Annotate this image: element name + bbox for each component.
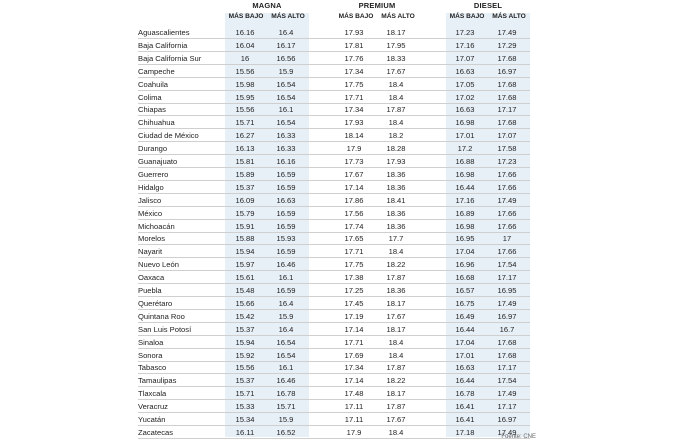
price-pre-high: 18.22	[386, 376, 406, 386]
price-pre-high: 18.2	[388, 131, 404, 141]
price-mag-high: 16.59	[276, 221, 296, 231]
price-die-high: 17.49	[497, 28, 517, 37]
price-mag-high: 16.46	[276, 376, 296, 386]
price-die-high: 17.49	[497, 389, 517, 399]
price-mag-high: 15.71	[276, 402, 296, 412]
table-row	[138, 350, 530, 362]
table-row	[138, 375, 530, 387]
price-pre-high: 17.67	[386, 311, 406, 321]
price-mag-high: 16.56	[276, 53, 296, 63]
price-mag-low: 15.34	[235, 415, 255, 424]
price-pre-high: 18.41	[386, 195, 406, 205]
price-mag-high: 16.59	[276, 208, 296, 218]
table-row	[138, 104, 530, 116]
price-pre-high: 18.17	[386, 324, 406, 334]
table-row	[138, 195, 530, 207]
price-pre-low: 17.19	[344, 311, 364, 321]
price-die-low: 16.78	[455, 389, 475, 399]
price-pre-high: 18.17	[386, 389, 406, 399]
price-die-high: 16.97	[497, 415, 517, 424]
table-row	[138, 130, 530, 142]
price-mag-high: 16.54	[276, 92, 296, 102]
price-pre-low: 17.34	[344, 66, 364, 76]
price-pre-high: 18.28	[386, 144, 406, 154]
price-die-high: 17.68	[497, 350, 517, 360]
price-mag-low: 15.89	[235, 169, 255, 179]
price-die-high: 17.68	[497, 92, 517, 102]
price-die-low: 16.44	[455, 324, 475, 334]
state-name: Zacatecas	[138, 427, 174, 437]
price-mag-high: 15.9	[278, 311, 294, 321]
price-die-low: 16.49	[455, 311, 475, 321]
price-die-high: 16.95	[497, 286, 517, 295]
price-mag-high: 16.54	[276, 79, 296, 89]
price-pre-high: 17.87	[386, 273, 406, 283]
state-name: San Luis Potosí	[138, 324, 192, 334]
price-pre-high: 18.36	[386, 208, 406, 218]
price-mag-low: 15.91	[235, 221, 255, 231]
price-mag-high: 16.4	[278, 298, 294, 308]
price-die-low: 17.01	[455, 131, 475, 141]
price-mag-low: 15.71	[235, 389, 255, 399]
price-mag-low: 15.33	[235, 402, 255, 412]
price-mag-high: 15.93	[276, 234, 296, 244]
price-die-high: 17.23	[497, 157, 517, 166]
price-die-low: 17.02	[455, 92, 475, 102]
price-die-low: 16.75	[455, 298, 475, 308]
state-name: Yucatán	[138, 415, 166, 424]
price-pre-low: 18.14	[344, 131, 364, 141]
price-mag-low: 16.16	[235, 28, 255, 37]
price-mag-low: 15.42	[235, 311, 255, 321]
price-mag-high: 16.59	[276, 182, 296, 192]
price-mag-high: 16.16	[276, 157, 296, 166]
magna-low-header: MÁS BAJO	[228, 13, 264, 20]
price-die-low: 16.98	[455, 169, 475, 179]
price-pre-high: 17.93	[386, 157, 406, 166]
table-row	[138, 324, 530, 336]
price-mag-low: 15.71	[235, 118, 255, 128]
price-die-low: 17.23	[455, 28, 475, 37]
table-row	[138, 53, 530, 65]
price-die-low: 16.57	[455, 286, 475, 295]
premium-low-header: MÁS BAJO	[338, 13, 374, 20]
price-mag-low: 15.98	[235, 79, 255, 89]
price-mag-low: 15.48	[235, 286, 255, 295]
price-pre-high: 18.4	[388, 427, 404, 437]
price-die-high: 17.68	[497, 337, 517, 347]
table-row	[138, 285, 530, 297]
price-die-high: 17.17	[497, 363, 517, 373]
state-name: Campeche	[138, 66, 175, 76]
price-mag-low: 15.37	[235, 182, 255, 192]
price-mag-high: 16.33	[276, 144, 296, 154]
table-row	[138, 233, 530, 245]
price-pre-low: 17.56	[344, 208, 364, 218]
price-die-low: 16.88	[455, 157, 475, 166]
price-pre-low: 17.34	[344, 105, 364, 115]
price-pre-low: 17.45	[344, 298, 364, 308]
state-name: Ciudad de México	[138, 131, 199, 141]
price-mag-low: 16.27	[235, 131, 255, 141]
state-name: Chiapas	[138, 105, 166, 115]
price-pre-low: 17.81	[344, 40, 364, 50]
price-mag-low: 15.79	[235, 208, 255, 218]
price-pre-high: 17.7	[388, 234, 404, 244]
price-pre-low: 17.93	[344, 28, 364, 37]
price-mag-high: 16.59	[276, 247, 296, 257]
state-name: Michoacán	[138, 221, 175, 231]
price-mag-low: 15.37	[235, 376, 255, 386]
price-mag-low: 15.95	[235, 92, 255, 102]
price-die-low: 17.16	[455, 40, 475, 50]
price-pre-low: 17.48	[344, 389, 364, 399]
price-mag-low: 15.92	[235, 350, 255, 360]
price-die-high: 16.7	[499, 324, 515, 334]
price-mag-high: 16.4	[278, 28, 294, 37]
state-name: Puebla	[138, 286, 162, 295]
price-mag-low: 15.97	[235, 260, 255, 270]
state-name: Guanajuato	[138, 157, 178, 166]
diesel-header: DIESEL	[473, 1, 503, 10]
table-row	[138, 156, 530, 168]
price-pre-low: 17.65	[344, 234, 364, 244]
price-die-high: 17.29	[497, 40, 517, 50]
price-pre-low: 17.93	[344, 118, 364, 128]
table-row	[138, 208, 530, 220]
price-pre-high: 18.4	[388, 118, 404, 128]
price-die-low: 16.68	[455, 273, 475, 283]
state-name: Baja California Sur	[138, 53, 202, 63]
table-row	[138, 298, 530, 310]
price-mag-low: 15.66	[235, 298, 255, 308]
price-mag-low: 15.88	[235, 234, 255, 244]
table-row	[138, 79, 530, 91]
price-pre-high: 18.33	[386, 53, 406, 63]
price-mag-low: 15.94	[235, 247, 255, 257]
state-name: Querétaro	[138, 298, 173, 308]
price-die-low: 16.63	[455, 66, 475, 76]
price-pre-high: 17.87	[386, 105, 406, 115]
state-name: Guerrero	[138, 169, 169, 179]
table-row	[138, 401, 530, 413]
price-pre-low: 17.9	[346, 144, 362, 154]
price-die-high: 16.97	[497, 66, 517, 76]
price-pre-low: 17.75	[344, 260, 364, 270]
price-pre-low: 17.69	[344, 350, 364, 360]
price-mag-low: 15.37	[235, 324, 255, 334]
table-row	[138, 169, 530, 181]
price-die-low: 16.44	[455, 376, 475, 386]
price-die-low: 16.44	[455, 182, 475, 192]
price-pre-low: 17.9	[346, 427, 362, 437]
price-mag-high: 16.54	[276, 118, 296, 128]
price-pre-high: 18.4	[388, 247, 404, 257]
state-name: México	[138, 208, 163, 218]
price-die-high: 17.17	[497, 105, 517, 115]
price-mag-low: 15.81	[235, 157, 255, 166]
price-die-high: 17.49	[497, 298, 517, 308]
price-pre-low: 17.25	[344, 286, 364, 295]
price-pre-high: 18.36	[386, 182, 406, 192]
price-mag-high: 16.1	[278, 273, 294, 283]
state-name: Chihuahua	[138, 118, 175, 128]
price-mag-low: 15.61	[235, 273, 255, 283]
price-mag-low: 15.56	[235, 105, 255, 115]
table-row	[138, 221, 530, 233]
price-pre-high: 17.67	[386, 66, 406, 76]
price-pre-low: 17.14	[344, 324, 364, 334]
price-die-high: 17.66	[497, 221, 517, 231]
price-die-high: 17.17	[497, 402, 517, 412]
price-mag-high: 16.1	[278, 105, 294, 115]
price-die-low: 16.98	[455, 118, 475, 128]
price-pre-low: 17.14	[344, 376, 364, 386]
price-die-low: 17.18	[455, 427, 475, 437]
table-row	[138, 246, 530, 258]
table-row	[138, 337, 530, 349]
diesel-low-header: MÁS BAJO	[449, 13, 485, 20]
price-die-high: 17	[502, 234, 512, 244]
price-mag-low: 16.13	[235, 144, 255, 154]
table-row	[138, 388, 530, 400]
price-pre-high: 17.67	[386, 415, 406, 424]
magna-high-header: MÁS ALTO	[271, 13, 305, 20]
price-die-high: 17.68	[497, 79, 517, 89]
price-mag-high: 16.59	[276, 286, 296, 295]
price-mag-high: 16.1	[278, 363, 294, 373]
state-name: Nuevo León	[138, 260, 179, 270]
premium-header: PREMIUM	[358, 1, 396, 10]
price-die-high: 16.97	[497, 311, 517, 321]
table-row	[138, 259, 530, 271]
state-name: Veracruz	[138, 402, 168, 412]
price-die-high: 17.66	[497, 182, 517, 192]
price-die-low: 16.63	[455, 105, 475, 115]
premium-high-header: MÁS ALTO	[381, 13, 415, 20]
price-pre-low: 17.71	[344, 247, 364, 257]
state-name: Tlaxcala	[138, 389, 167, 399]
price-pre-low: 17.38	[344, 273, 364, 283]
price-pre-high: 18.36	[386, 221, 406, 231]
table-row	[138, 311, 530, 323]
table-row	[138, 143, 530, 155]
price-pre-high: 18.17	[386, 298, 406, 308]
price-die-low: 16.41	[455, 402, 475, 412]
price-die-low: 16.41	[455, 415, 475, 424]
price-mag-high: 16.52	[276, 427, 296, 437]
table-row	[138, 40, 530, 52]
price-die-low: 17.2	[457, 144, 473, 154]
price-mag-low: 16	[240, 53, 250, 63]
state-name: Quintana Roo	[138, 311, 185, 321]
price-pre-high: 18.4	[388, 350, 404, 360]
price-pre-high: 17.87	[386, 363, 406, 373]
price-pre-high: 18.36	[386, 286, 406, 295]
state-name: Hidalgo	[138, 182, 164, 192]
price-die-low: 17.07	[455, 53, 475, 63]
price-die-high: 17.17	[497, 273, 517, 283]
price-mag-low: 15.94	[235, 337, 255, 347]
state-name: Tabasco	[138, 363, 167, 373]
state-name: Aguascalientes	[138, 28, 190, 37]
diesel-high-header: MÁS ALTO	[492, 13, 526, 20]
source-note: Fuente: CNE	[501, 434, 536, 440]
price-pre-low: 17.74	[344, 221, 364, 231]
price-die-low: 16.95	[455, 234, 475, 244]
price-mag-high: 16.46	[276, 260, 296, 270]
price-pre-low: 17.67	[344, 169, 364, 179]
state-name: Colima	[138, 92, 162, 102]
price-mag-low: 16.04	[235, 40, 255, 50]
table-row	[138, 66, 530, 78]
price-pre-high: 18.4	[388, 337, 404, 347]
price-pre-low: 17.73	[344, 157, 364, 166]
magna-header: MAGNA	[252, 1, 282, 10]
price-pre-low: 17.86	[344, 195, 364, 205]
price-pre-low: 17.34	[344, 363, 364, 373]
price-die-high: 17.07	[497, 131, 517, 141]
price-die-high: 17.49	[497, 195, 517, 205]
price-pre-low: 17.75	[344, 79, 364, 89]
price-mag-high: 16.54	[276, 337, 296, 347]
price-die-low: 16.98	[455, 221, 475, 231]
state-name: Sinaloa	[138, 337, 164, 347]
price-die-high: 17.54	[497, 260, 517, 270]
price-pre-high: 18.22	[386, 260, 406, 270]
state-name: Oaxaca	[138, 273, 165, 283]
table-row	[138, 272, 530, 284]
price-die-high: 17.66	[497, 247, 517, 257]
price-mag-high: 16.59	[276, 169, 296, 179]
price-die-low: 16.63	[455, 363, 475, 373]
price-mag-low: 16.09	[235, 195, 255, 205]
price-pre-high: 17.87	[386, 402, 406, 412]
price-die-low: 17.05	[455, 79, 475, 89]
price-die-high: 17.66	[497, 169, 517, 179]
price-die-low: 17.04	[455, 337, 475, 347]
price-die-high: 17.66	[497, 208, 517, 218]
price-mag-high: 15.9	[278, 415, 294, 424]
price-mag-high: 16.4	[278, 324, 294, 334]
price-mag-high: 16.54	[276, 350, 296, 360]
price-die-high: 17.68	[497, 118, 517, 128]
table-row	[138, 27, 530, 39]
price-pre-low: 17.76	[344, 53, 364, 63]
price-pre-low: 17.14	[344, 182, 364, 192]
state-name: Morelos	[138, 234, 166, 244]
price-die-high: 17.49	[497, 427, 517, 437]
price-mag-high: 16.63	[276, 195, 296, 205]
state-name: Sonora	[138, 350, 163, 360]
price-die-high: 17.54	[497, 376, 517, 386]
state-name: Jalisco	[138, 195, 162, 205]
price-die-low: 16.89	[455, 208, 475, 218]
price-mag-low: 16.11	[235, 427, 255, 437]
price-die-high: 17.68	[497, 53, 517, 63]
price-mag-low: 15.56	[235, 363, 255, 373]
price-die-low: 17.01	[455, 350, 475, 360]
state-name: Tamaulipas	[138, 376, 177, 386]
price-pre-low: 17.71	[344, 337, 364, 347]
table-row	[138, 182, 530, 194]
price-die-low: 16.96	[455, 260, 475, 270]
price-die-low: 17.16	[455, 195, 475, 205]
price-pre-high: 18.17	[386, 28, 406, 37]
table-row	[138, 414, 530, 426]
state-name: Coahuila	[138, 79, 168, 89]
table-row	[138, 362, 530, 374]
price-mag-low: 15.56	[235, 66, 255, 76]
state-name: Baja California	[138, 40, 188, 50]
table-row	[138, 117, 530, 129]
price-mag-high: 16.17	[276, 40, 296, 50]
price-pre-high: 17.95	[386, 40, 406, 50]
state-name: Nayarit	[138, 247, 163, 257]
price-pre-low: 17.71	[344, 92, 364, 102]
price-pre-high: 18.36	[386, 169, 406, 179]
state-name: Durango	[138, 144, 168, 154]
table-row	[138, 427, 530, 439]
table-row	[138, 92, 530, 104]
price-die-low: 17.04	[455, 247, 475, 257]
price-die-high: 17.58	[497, 144, 517, 154]
price-mag-high: 15.9	[278, 66, 294, 76]
price-pre-low: 17.11	[344, 402, 364, 412]
price-pre-high: 18.4	[388, 79, 404, 89]
price-mag-high: 16.78	[276, 389, 296, 399]
price-pre-high: 18.4	[388, 92, 404, 102]
price-pre-low: 17.11	[344, 415, 364, 424]
price-mag-high: 16.33	[276, 131, 296, 141]
